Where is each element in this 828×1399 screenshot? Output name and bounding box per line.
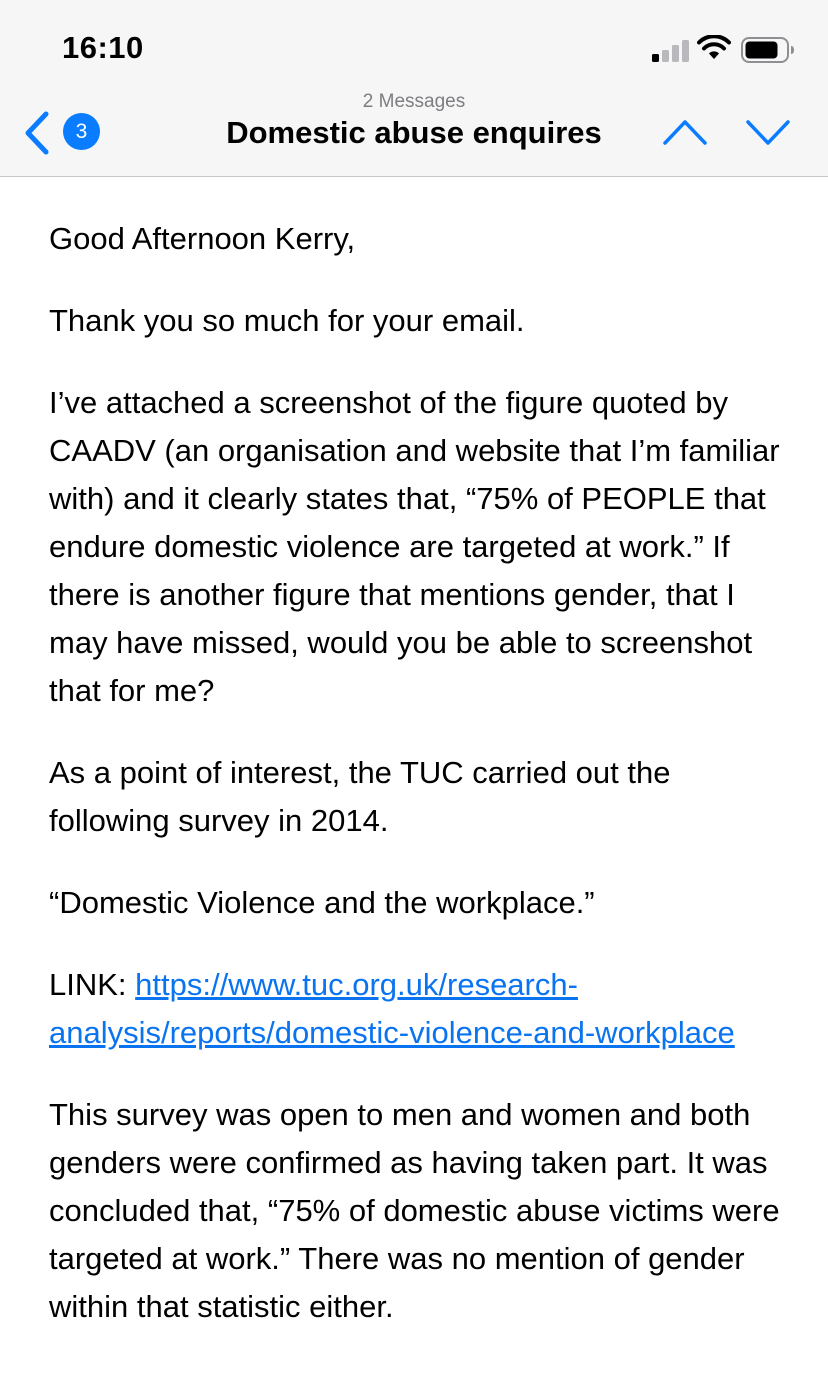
chevron-down-icon[interactable] — [745, 117, 791, 147]
page-title: Domestic abuse enquires — [226, 115, 602, 150]
chevron-up-icon[interactable] — [662, 117, 708, 147]
email-paragraph: I’ve attached a screenshot of the figure quoted by CAADV (an organisation and website that I’m familiar with) and it clearly states that, “75% of PEOPLE that endure domestic violence are targeted at work.” If there is another figure that mentions gender, that I may have missed, would you be able to screenshot that for me? — [49, 385, 780, 708]
signal-icon — [652, 38, 690, 62]
email-paragraph: As a point of interest, the TUC carried out the following survey in 2014. — [49, 755, 671, 838]
email-paragraph: Thank you so much for your email. — [49, 303, 525, 338]
email-greeting: Good Afternoon Kerry, — [49, 221, 356, 256]
header — [0, 0, 828, 177]
tuc-report-link[interactable]: https://www.tuc.org.uk/research-analysis/reports/domestic-violence-and-workplace — [49, 967, 735, 1050]
wifi-icon — [697, 35, 731, 61]
message-count: 2 Messages — [362, 91, 466, 112]
email-body — [49, 215, 789, 1365]
email-paragraph: “Domestic Violence and the workplace.” — [49, 885, 595, 920]
email-paragraph: This survey was open to men and women and both genders were confirmed as having taken part. It was concluded that, “75% of domestic abuse victims were targeted at work.” There was no mention of gender within that statistic either. — [49, 1097, 780, 1324]
email-link-paragraph — [49, 961, 789, 1057]
status-time: 16:10 — [62, 30, 144, 65]
unread-count-badge[interactable]: 3 — [63, 113, 100, 150]
link-label: LINK: — [49, 967, 136, 1002]
battery-icon — [741, 36, 795, 64]
